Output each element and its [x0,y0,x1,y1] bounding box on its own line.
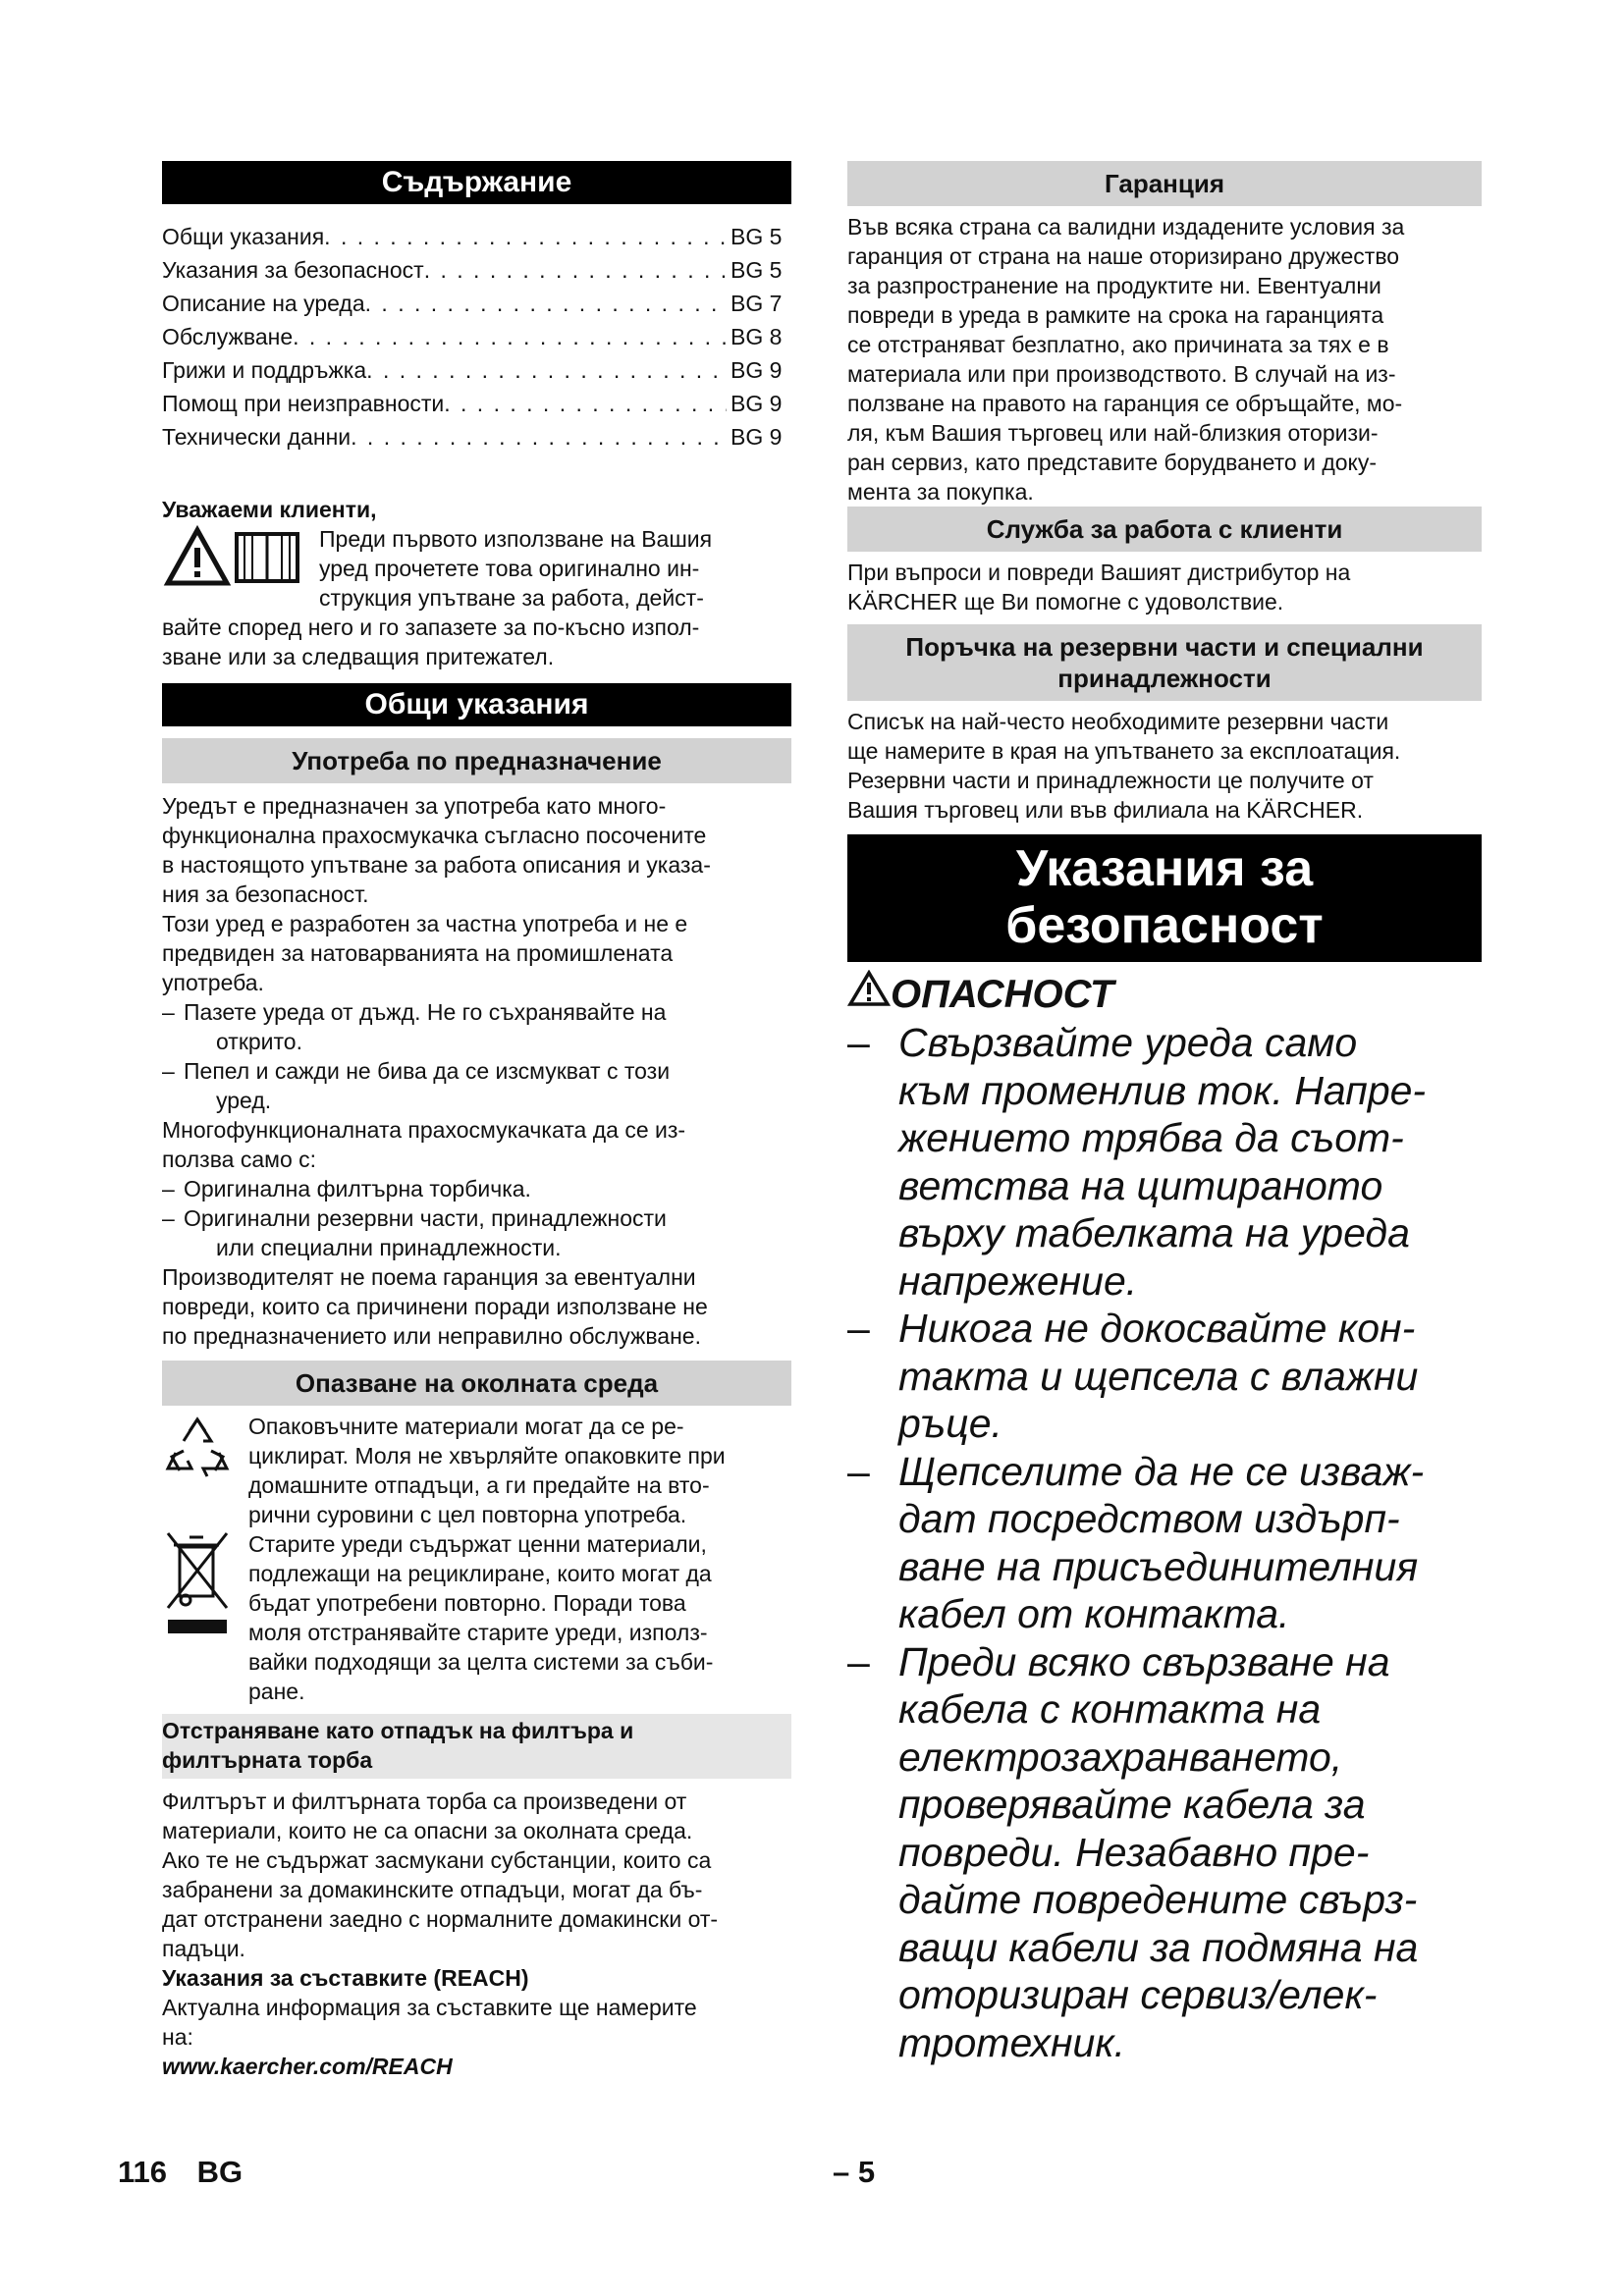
list-item-text: Оригинална филтърна торбичка. [184,1176,531,1201]
text-line: Този уред е разработен за частна употреба и не е [162,911,688,936]
text-line: бъдат употребени повторно. Поради това [248,1590,686,1616]
text-line: Указания за [1015,840,1314,897]
disposal-heading [162,1714,791,1779]
text-line: Опаковъчните материали могат да се ре- [248,1414,684,1439]
reach-link[interactable]: www.kaercher.com/REACH [162,2054,453,2079]
customer-service-heading: Служба за работа с клиенти [847,507,1482,552]
recycle-block [162,1412,791,1529]
right-column [847,161,1482,2066]
text-line: по предназначението или неправилно обслужване. [162,1323,701,1349]
danger-item [847,1448,1482,1638]
intended-use-para1 [162,791,791,909]
toc-row[interactable] [162,387,791,420]
dash: – [847,1020,870,1065]
text-line: ще намерите в края на упътването за експлоатация. [847,738,1401,764]
toc-row[interactable] [162,253,791,287]
danger-item-line: кабела с контакта на [898,1686,1322,1732]
text-line: домашните отпадъци, а ги предайте на вто- [248,1472,710,1498]
text-line: Многофункционалната прахосмукачката да се из- [162,1117,686,1143]
text-line: Производителят не поема гаранция за евентуални [162,1264,696,1290]
danger-item-line: ветства на цитираното [898,1162,1383,1208]
danger-item-line: електрозахранването, [898,1734,1343,1780]
toc-page: BG 9 [731,357,783,383]
text-line: Във всяка страна са валидни издадените условия за [847,214,1405,240]
text-line: Уредът е предназначен за употреба като много- [162,793,667,819]
text-line: филтърната торба [162,1747,373,1773]
dash: – [847,1448,870,1494]
toc-page: BG 9 [731,424,783,450]
spare-parts-heading [847,624,1482,701]
list-item-text: Оригинални резервни части, принадлежности [184,1205,667,1231]
danger-item-line: ръце. [898,1401,1002,1446]
text-line: Отстраняване като отпадък на филтъра и [162,1718,634,1743]
text-line: подлежащи на рециклиране, които могат да [248,1561,712,1586]
danger-item [847,1638,1482,2067]
text-line: ползване на правото на гаранция се обръщайте, мо- [847,391,1403,416]
footer-left [118,2155,243,2190]
text-line: При въпроси и повреди Вашият дистрибутор на [847,560,1351,585]
text-line: Старите уреди съдържат ценни материали, [248,1531,707,1557]
danger-title [847,970,1482,1019]
warranty-heading: Гаранция [847,161,1482,206]
crossed-bin-icon [162,1529,248,1706]
toc-title: Обслужване [162,324,294,349]
danger-item-line: ване на присъединителния [898,1543,1419,1589]
danger-item-line: дат посредством издърп- [898,1496,1400,1541]
text-line: функционална прахосмукачка съгласно посочените [162,823,707,848]
text-line: мента за покупка. [847,479,1034,505]
list-item: – Оригинални резервни части, принадлежности или специални принадлежности. [162,1203,791,1262]
list-item-text: Пазете уреда от дъжд. Не го съхранявайте на [184,999,667,1025]
danger-item-line: напрежение. [898,1257,1138,1304]
greeting-line: вайте според него и го запазете за по-късно изпол- [162,614,700,640]
text-line: циклират. Моля не хвърляйте опаковките при [248,1443,726,1468]
text-line: гаранция от страна на наше оторизирано дружество [847,243,1400,269]
toc-page: BG 8 [731,324,783,349]
greeting-block [162,524,791,613]
recycle-icon [162,1412,248,1529]
toc-row[interactable] [162,220,791,253]
toc-page: BG 7 [731,291,783,316]
text-line: Поръчка на резервни части и специални [905,632,1424,662]
toc-row[interactable] [162,287,791,320]
language-code: BG [196,2155,244,2189]
dash: – [847,1638,870,1684]
danger-item-line: такта и щепсела с влажни [898,1353,1419,1399]
text-line: моля отстранявайте старите уреди, използ- [248,1620,708,1645]
danger-item-line: към променлив ток. Напре- [898,1067,1427,1113]
danger-item [847,1019,1482,1305]
text-line: употреба. [162,970,264,995]
toc-row[interactable] [162,320,791,353]
text-line: дат отстранени заедно с нормалните домакински от- [162,1906,719,1932]
page-number: 116 [118,2155,168,2189]
list-item: – Пепел и сажди не бива да се изсмукват с този уред. [162,1056,791,1115]
toc-leader [366,353,727,387]
danger-item-line: жението трябва да съот- [898,1115,1404,1160]
list-item-text: Пепел и сажди не бива да се изсмукват с този [184,1058,671,1084]
danger-item-line: Никога не докосвайте кон- [898,1306,1416,1351]
danger-item-line: ващи кабели за подмяна на [898,1924,1419,1970]
text-line: Актуална информация за съставките ще намерите [162,1995,697,2020]
text-line: вайки подходящи за целта системи за съби- [248,1649,714,1675]
danger-item-line: дайте повредените свърз- [898,1877,1418,1922]
text-line: Списък на най-често необходимите резервни части [847,709,1389,734]
toc-title: Помощ при неизправности [162,391,445,416]
text-line: Ако те не съдържат засмукани субстанции, които са [162,1847,712,1873]
danger-item-line: тротехник. [898,2019,1126,2065]
text-line: Филтърът и филтърната торба са произведени от [162,1789,687,1814]
reach-heading: Указания за съставките (REACH) [162,1965,529,1991]
toc-leader [324,220,727,253]
text-line: се отстраняват безплатно, ако причината за тях е в [847,332,1389,357]
weee-block [162,1529,791,1706]
general-heading: Общи указания [162,683,791,726]
text-line: повреди в уреда в рамките на срока на гаранцията [847,302,1384,328]
greeting-line: уред прочетете това оригинално ин- [319,556,700,581]
greeting-line: зване или за следващия притежател. [162,644,555,669]
danger-label: ОПАСНОСТ [891,973,1114,1016]
danger-item-line: Свързвайте уреда само [898,1020,1358,1065]
greeting-line: струкция упътване за работа, дейст- [319,585,704,611]
toc-leader [365,287,727,320]
toc-page: BG 5 [731,257,783,283]
text-line: за разпространение на продуктите ни. Евентуални [847,273,1381,298]
toc-title: Описание на уреда [162,291,365,316]
text-line: повреди, които са причинени поради използване не [162,1294,708,1319]
text-line: безопасност [1005,897,1324,954]
list-item-text: открито. [216,1029,302,1054]
intended-use-heading: Употреба по предназначение [162,738,791,783]
toc-leader [424,253,727,287]
text-line: KÄRCHER ще Ви помогне с удоволствие. [847,589,1284,614]
danger-item-line: повреди. Незабавно пре- [898,1829,1370,1875]
greeting-line: Преди първото използване на Вашия [319,526,713,552]
toc-leader [444,387,727,420]
section-page: – 5 [833,2155,876,2189]
text-line: ля, към Вашия търговец или най-близкия оторизи- [847,420,1379,446]
toc-page: BG 9 [731,391,783,416]
warning-triangle-icon [847,970,891,1019]
danger-item-line: оторизиран сервиз/елек- [898,1972,1378,2017]
text-line: забранени за домакинските отпадъци, могат да бъ- [162,1877,703,1902]
toc-title: Грижи и поддръжка [162,357,367,383]
text-line: Вашия търговец или във филиала на KÄRCHER. [847,797,1364,823]
toc-leader [351,420,727,454]
safety-heading [847,834,1482,962]
toc-title: Технически данни [162,424,352,450]
danger-item [847,1305,1482,1448]
toc-page: BG 5 [731,224,783,249]
warranty-text [847,212,1482,507]
danger-item-line: Преди всяко свързване на [898,1638,1390,1684]
text-line: материали, които не са опасни за околната среда. [162,1818,693,1843]
intended-use-para2 [162,909,791,997]
list-item: – Оригинална филтърна торбичка. [162,1174,791,1203]
toc-leader [293,320,727,353]
text-line: ния за безопасност. [162,881,369,907]
text-line: ползва само с: [162,1147,317,1172]
toc-row[interactable] [162,420,791,454]
list-item-text: или специални принадлежности. [216,1235,562,1260]
greeting-title: Уважаеми клиенти, [162,497,377,522]
environment-heading: Опазване на околната среда [162,1361,791,1406]
text-line: на: [162,2024,193,2050]
danger-item-line: кабел от контакта. [898,1591,1290,1636]
table-of-contents [162,220,791,454]
toc-row[interactable] [162,353,791,387]
text-line: в настоящото упътване за работа описания и указа- [162,852,711,878]
left-column [162,161,791,2081]
toc-title: Общи указания [162,224,325,249]
danger-item-line: проверявайте кабела за [898,1782,1366,1827]
list-item: – Пазете уреда от дъжд. Не го съхранявайте на открито. [162,997,791,1056]
text-line: принадлежности [1057,664,1272,693]
text-line: ране. [248,1679,305,1704]
toc-title: Указания за безопасност [162,257,424,283]
danger-list [847,1019,1482,2066]
list-item-text: уред. [216,1088,272,1113]
danger-item-line: върху табелката на уреда [898,1210,1410,1255]
text-line: падъци. [162,1936,245,1961]
danger-item-line: Щепселите да не се изваж- [898,1448,1425,1494]
read-manual-icon [162,524,319,613]
text-line: предвиден за натоварванията на промишлената [162,940,674,966]
toc-heading: Съдържание [162,161,791,204]
text-line: ран сервиз, като представите борудването и доку- [847,450,1378,475]
dash: – [847,1306,870,1351]
text-line: Резервни части и принадлежности це получите от [847,768,1374,793]
text-line: рични суровини с цел повторна употреба. [248,1502,687,1527]
text-line: материала или при производството. В случай на из- [847,361,1396,387]
